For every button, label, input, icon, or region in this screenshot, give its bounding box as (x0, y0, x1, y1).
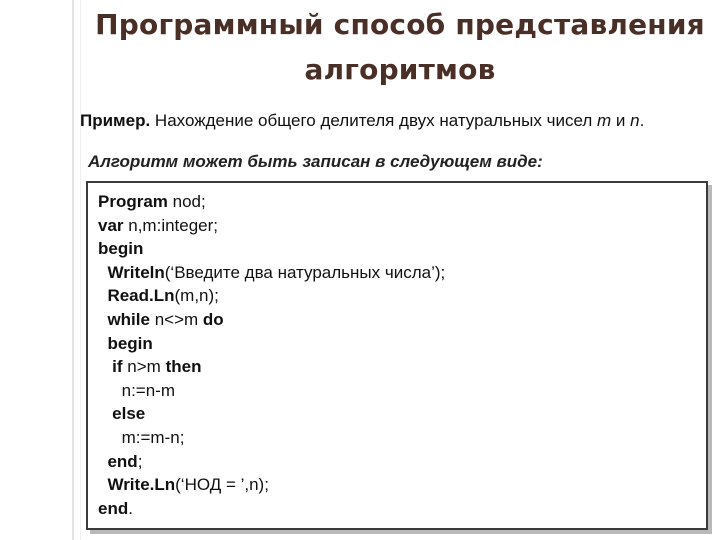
example-and: и (611, 111, 631, 130)
code-keyword: begin (107, 333, 153, 353)
slide-left-rule (72, 0, 74, 540)
code-keyword: else (112, 404, 146, 424)
code-line (98, 308, 445, 332)
example-paragraph (80, 110, 710, 132)
code-text: (m,n); (174, 286, 219, 306)
code-keyword: Program (98, 192, 168, 211)
example-period: . (639, 111, 645, 130)
code-text: nod; (167, 192, 206, 211)
code-text: ; (137, 451, 143, 471)
code-line (98, 355, 445, 379)
code-line (98, 332, 445, 356)
code-line (98, 190, 445, 214)
code-text: n,m:integer; (123, 215, 219, 235)
code-keyword: then (165, 357, 202, 377)
code-line (98, 473, 445, 497)
code-line (98, 214, 445, 238)
code-keyword: Write.Ln (107, 475, 176, 495)
code-line (98, 497, 445, 521)
example-lead: Пример. (80, 111, 151, 130)
code-keyword: begin (98, 239, 144, 259)
code-keyword: var (98, 215, 124, 235)
code-line (98, 450, 445, 474)
example-var-n: n (630, 111, 640, 130)
code-text: n>m (122, 357, 166, 377)
code-listing (98, 190, 445, 520)
code-keyword: if (112, 357, 123, 377)
code-keyword: Writeln (107, 262, 165, 282)
code-keyword: while (107, 309, 150, 329)
code-line (98, 284, 445, 308)
code-keyword: end (107, 451, 138, 471)
code-line (98, 402, 445, 426)
code-text: n:=n-m (121, 380, 176, 400)
slide-title (80, 2, 720, 92)
example-var-m: m (597, 111, 612, 130)
slide-title-line-1: Программный способ представления (95, 8, 705, 41)
code-text: m:=m-n; (121, 427, 185, 447)
code-keyword: end (98, 498, 129, 518)
code-line (98, 426, 445, 450)
code-text: n<>m (149, 309, 203, 329)
code-text: (‘НОД = ’,n); (175, 475, 269, 495)
example-text: Нахождение общего делителя двух натуральных чисел (150, 111, 598, 130)
code-text: . (128, 498, 133, 518)
code-text: (‘Введите два натуральных числа’); (164, 262, 446, 282)
code-line (98, 237, 445, 261)
code-keyword: Read.Ln (107, 286, 175, 306)
code-line (98, 261, 445, 285)
code-keyword: do (202, 309, 224, 329)
slide-title-line-2: алгоритмов (304, 53, 496, 86)
code-box (86, 181, 708, 530)
code-line (98, 379, 445, 403)
algorithm-note: Алгоритм может быть записан в следующем виде: (88, 152, 543, 171)
